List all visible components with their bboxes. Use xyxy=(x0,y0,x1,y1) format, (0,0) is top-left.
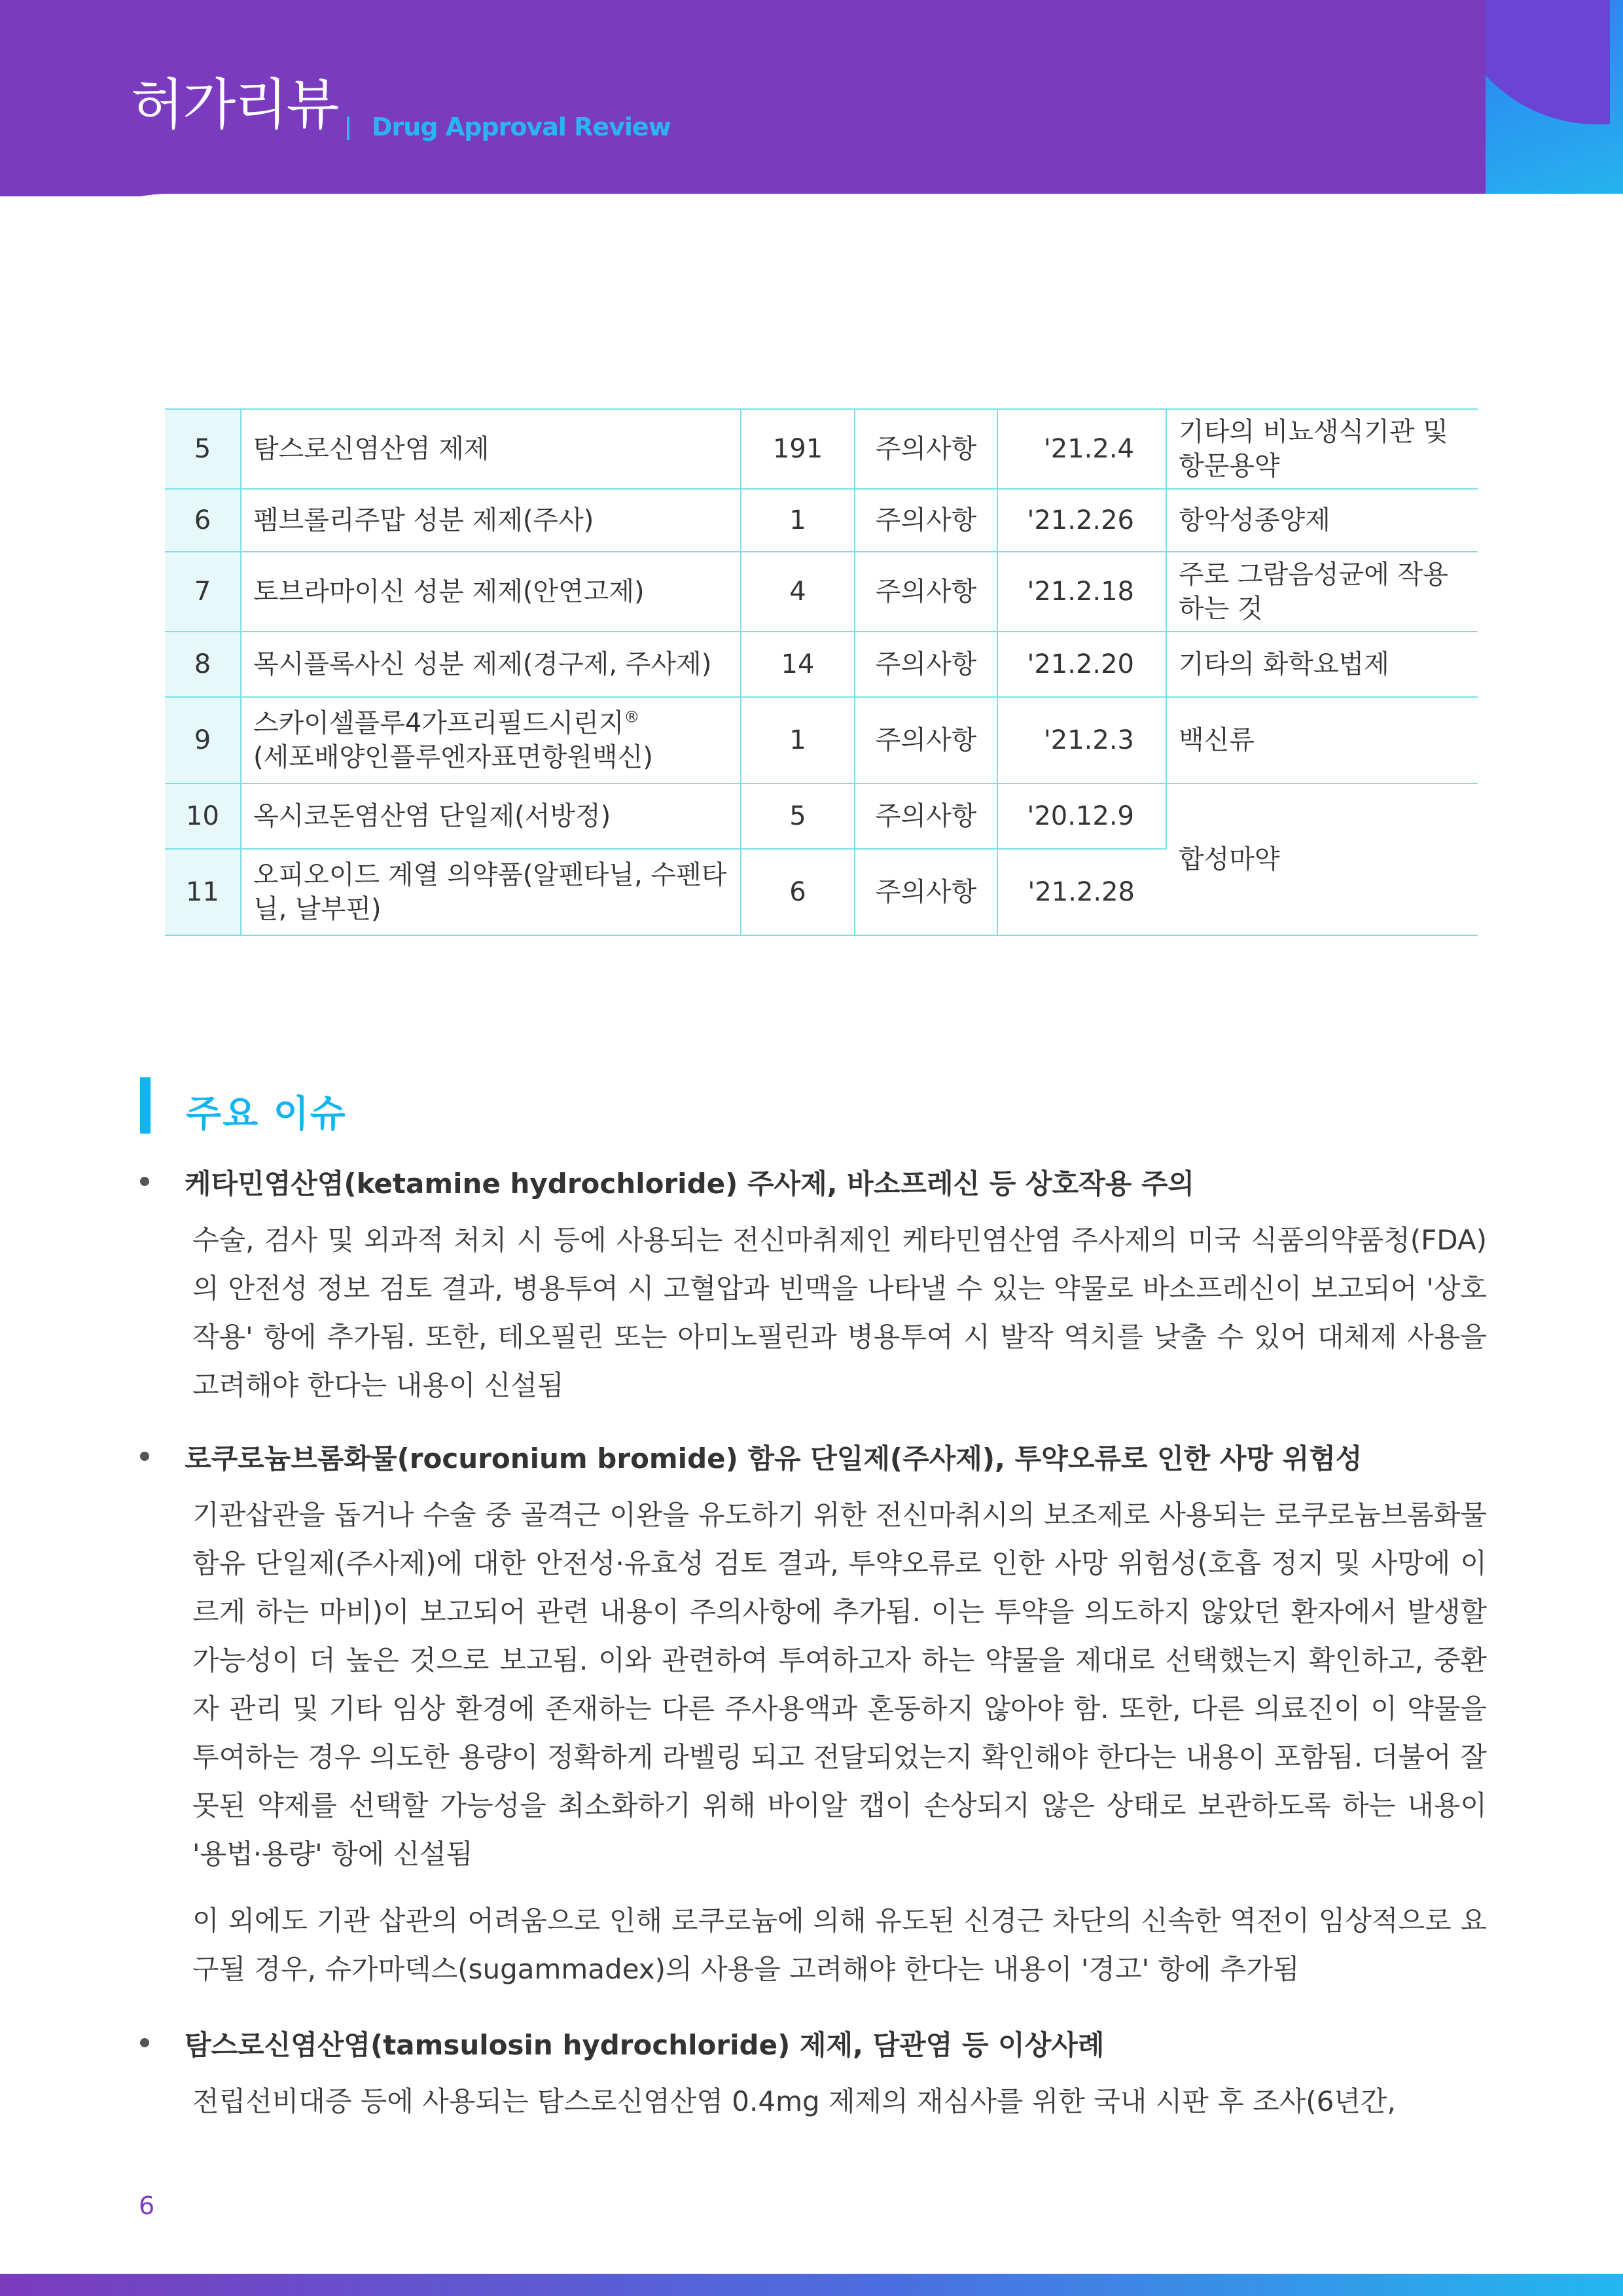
table-row xyxy=(165,409,1478,489)
section-accent-bar xyxy=(140,1077,151,1134)
header-separator xyxy=(347,117,349,140)
drug-category: 백신류 xyxy=(1166,697,1478,783)
row-number: 6 xyxy=(165,489,241,552)
page-number: 6 xyxy=(139,2191,155,2220)
header-subtitle: Drug Approval Review xyxy=(372,113,671,141)
product-name: 오피오이드 계열 의약품(알펜타닐, 수펜타닐, 날부핀) xyxy=(241,849,741,935)
product-name: 목시플록사신 성분 제제(경구제, 주사제) xyxy=(241,632,741,697)
product-name-line2: (세포배양인플루엔자표면항원백신) xyxy=(253,742,653,772)
table-row xyxy=(165,552,1478,632)
row-number: 8 xyxy=(165,632,241,697)
footer-bar xyxy=(0,2274,1623,2296)
drug-category: 합성마약 xyxy=(1166,783,1478,935)
product-name xyxy=(241,697,741,783)
item-count: 1 xyxy=(741,697,855,783)
item-count: 14 xyxy=(741,632,855,697)
issue-paragraph: 이 외에도 기관 삽관의 어려움으로 인해 로쿠로늄에 의해 유도된 신경근 차단의 신속한 역전이 임상적으로 요구될 경우, 슈가마덱스(sugammadex)의 사용을 고려해야 한다는 내용이 '경고' 항에 추가됨 xyxy=(192,1905,1487,1985)
bullet-icon xyxy=(140,1452,149,1461)
registered-mark: ® xyxy=(624,708,640,726)
drug-category: 주로 그람음성균에 작용하는 것 xyxy=(1166,552,1478,632)
issue-heading: 로쿠로늄브롬화물(rocuronium bromide) 함유 단일제(주사제), 투약오류로 인한 사망 위험성 xyxy=(185,1443,1363,1475)
product-name: 펨브롤리주맙 성분 제제(주사) xyxy=(241,489,741,552)
drug-category: 항악성종양제 xyxy=(1166,489,1478,552)
table-row xyxy=(165,783,1478,849)
section-title: 주요 이슈 xyxy=(186,1093,347,1136)
item-count: 6 xyxy=(741,849,855,935)
item-count: 4 xyxy=(741,552,855,632)
change-date: '21.2.4 xyxy=(997,409,1166,489)
product-name-line1: 스카이셀플루4가프리필드시린지 xyxy=(253,708,624,738)
change-date: '20.12.9 xyxy=(997,783,1166,849)
change-type: 주의사항 xyxy=(855,552,997,632)
issue-paragraph: 수술, 검사 및 외과적 처치 시 등에 사용되는 전신마취제인 케타민염산염 주사제의 미국 식품의약품청(FDA)의 안전성 정보 검토 결과, 병용투여 시 고혈압과 빈맥을 나타낼 수 있는 약물로 바소프레신이 보고되어 '상호작용' 항에 추가됨. 또한, 테오필린 또는 아미노필린과 병용투여 시 발작 역치를 낮출 수 있어 대체제 사용을 고려해야 한다는 내용이 신설됨 xyxy=(192,1224,1487,1401)
change-type: 주의사항 xyxy=(855,849,997,935)
change-type: 주의사항 xyxy=(855,697,997,783)
row-number: 10 xyxy=(165,783,241,849)
change-date: '21.2.20 xyxy=(997,632,1166,697)
item-count: 191 xyxy=(741,409,855,489)
drug-category: 기타의 비뇨생식기관 및 항문용약 xyxy=(1166,409,1478,489)
header-title: 허가리뷰 xyxy=(131,73,338,137)
change-type: 주의사항 xyxy=(855,632,997,697)
issue-paragraph: 전립선비대증 등에 사용되는 탐스로신염산염 0.4mg 제제의 재심사를 위한 국내 시판 후 조사(6년간, xyxy=(192,2085,1396,2117)
row-number: 7 xyxy=(165,552,241,632)
issue-paragraph: 기관삽관을 돕거나 수술 중 골격근 이완을 유도하기 위한 전신마취시의 보조제로 사용되는 로쿠로늄브롬화물 함유 단일제(주사제)에 대한 안전성·유효성 검토 결과, 투약오류로 인한 사망 위험성(호흡 정지 및 사망에 이르게 하는 마비)이 보고되어 관련 내용이 주의사항에 추가됨. 이는 투약을 의도하지 않았던 환자에서 발생할 가능성이 더 높은 것으로 보고됨. 이와 관련하여 투여하고자 하는 약물을 제대로 선택했는지 확인하고, 중환자 관리 및 기타 임상 환경에 존재하는 다른 주사용액과 혼동하지 않아야 함. 또한, 다른 의료진이 이 약물을 투여하는 경우 의도한 용량이 정확하게 라벨링 되고 전달되었는지 확인해야 한다는 내용이 포함됨. 더불어 잘못된 약제를 선택할 가능성을 최소화하기 위해 바이알 캡이 손상되지 않은 상태로 보관하도록 하는 내용이 '용법·용량' 항에 신설됨 xyxy=(192,1499,1487,1870)
issue-heading: 케타민염산염(ketamine hydrochloride) 주사제, 바소프레신 등 상호작용 주의 xyxy=(185,1168,1194,1200)
change-date: '21.2.18 xyxy=(997,552,1166,632)
header-curve xyxy=(0,194,1623,364)
product-name: 탐스로신염산염 제제 xyxy=(241,409,741,489)
drug-category: 기타의 화학요법제 xyxy=(1166,632,1478,697)
change-date: '21.2.3 xyxy=(997,697,1166,783)
table-row xyxy=(165,632,1478,697)
change-date: '21.2.26 xyxy=(997,489,1166,552)
issue-heading: 탐스로신염산염(tamsulosin hydrochloride) 제제, 담관염 등 이상사례 xyxy=(185,2029,1105,2061)
drug-table xyxy=(165,408,1478,936)
item-count: 5 xyxy=(741,783,855,849)
bullet-icon xyxy=(140,1177,149,1186)
product-name: 토브라마이신 성분 제제(안연고제) xyxy=(241,552,741,632)
item-count: 1 xyxy=(741,489,855,552)
bullet-icon xyxy=(140,2038,149,2047)
row-number: 9 xyxy=(165,697,241,783)
change-type: 주의사항 xyxy=(855,783,997,849)
change-type: 주의사항 xyxy=(855,409,997,489)
row-number: 5 xyxy=(165,409,241,489)
product-name: 옥시코돈염산염 단일제(서방정) xyxy=(241,783,741,849)
change-type: 주의사항 xyxy=(855,489,997,552)
table-row xyxy=(165,697,1478,783)
row-number: 11 xyxy=(165,849,241,935)
change-date: '21.2.28 xyxy=(997,849,1166,935)
corner-decoration xyxy=(1486,0,1623,194)
table-row xyxy=(165,489,1478,552)
